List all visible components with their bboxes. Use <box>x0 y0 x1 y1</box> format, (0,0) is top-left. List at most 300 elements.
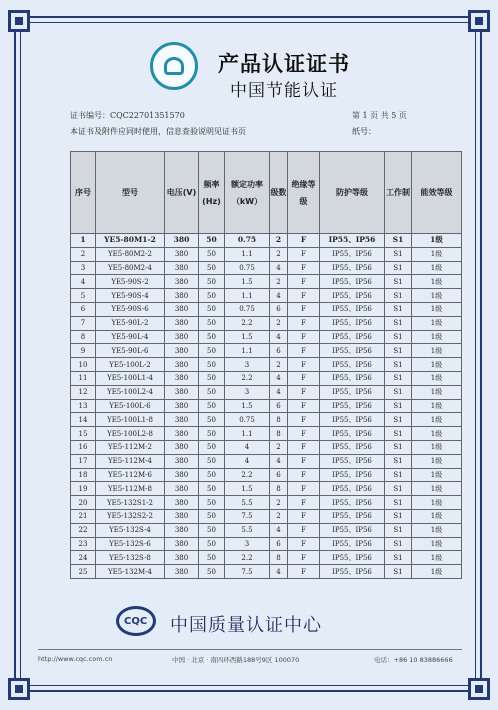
table-cell: 50 <box>199 330 225 344</box>
table-cell: F <box>288 482 320 496</box>
table-cell: YE5-80M2-4 <box>96 261 165 275</box>
table-cell: IP55、IP56 <box>320 316 385 330</box>
table-cell: 380 <box>165 523 199 537</box>
table-cell: 380 <box>165 330 199 344</box>
table-cell: 380 <box>165 413 199 427</box>
table-cell: 50 <box>199 275 225 289</box>
table-cell: S1 <box>385 509 412 523</box>
table-cell: 50 <box>199 261 225 275</box>
product-table <box>70 151 462 579</box>
table-cell: F <box>288 330 320 344</box>
table-cell: 380 <box>165 371 199 385</box>
table-cell: S1 <box>385 385 412 399</box>
header-cell: 工作制 <box>385 152 412 234</box>
table-cell: 50 <box>199 496 225 510</box>
table-cell: 1 <box>71 234 96 248</box>
table-cell: IP55、IP56 <box>320 509 385 523</box>
table-cell: 1.5 <box>225 399 270 413</box>
table-cell: 12 <box>71 385 96 399</box>
table-row <box>71 358 462 372</box>
table-cell: 8 <box>270 427 288 441</box>
table-cell: 8 <box>71 330 96 344</box>
table-row <box>71 454 462 468</box>
table-cell: 2 <box>270 496 288 510</box>
table-cell: 380 <box>165 316 199 330</box>
table-row <box>71 565 462 579</box>
energy-certification-logo-icon <box>150 42 198 90</box>
table-cell: 50 <box>199 302 225 316</box>
table-cell: 2.2 <box>225 468 270 482</box>
table-cell: 380 <box>165 234 199 248</box>
table-cell: 24 <box>71 551 96 565</box>
table-cell: YE5-90L-4 <box>96 330 165 344</box>
table-cell: 6 <box>270 302 288 316</box>
table-cell: F <box>288 344 320 358</box>
table-row <box>71 427 462 441</box>
table-cell: 4 <box>270 385 288 399</box>
table-cell: 380 <box>165 454 199 468</box>
table-cell: YE5-90S-6 <box>96 302 165 316</box>
table-cell: 8 <box>270 413 288 427</box>
table-cell: 50 <box>199 454 225 468</box>
table-cell: 380 <box>165 344 199 358</box>
table-cell: 380 <box>165 440 199 454</box>
table-cell: 1级 <box>412 344 462 358</box>
table-cell: 50 <box>199 482 225 496</box>
table-cell: YE5-100L2-8 <box>96 427 165 441</box>
table-cell: 1级 <box>412 454 462 468</box>
table-cell: YE5-100L1-8 <box>96 413 165 427</box>
table-cell: 2 <box>71 247 96 261</box>
table-cell: 2 <box>270 440 288 454</box>
table-cell: F <box>288 234 320 248</box>
table-row <box>71 344 462 358</box>
footer-phone: 电话：+86 10 83886666 <box>374 656 453 664</box>
table-cell: 1.1 <box>225 427 270 441</box>
table-cell: 2 <box>270 316 288 330</box>
table-cell: F <box>288 468 320 482</box>
table-cell: 1级 <box>412 275 462 289</box>
table-cell: 380 <box>165 289 199 303</box>
table-row <box>71 302 462 316</box>
table-cell: F <box>288 496 320 510</box>
table-cell: 1级 <box>412 413 462 427</box>
table-cell: YE5-100L1-4 <box>96 371 165 385</box>
table-cell: IP55、IP56 <box>320 413 385 427</box>
table-cell: 1级 <box>412 523 462 537</box>
table-cell: 6 <box>270 399 288 413</box>
table-cell: 20 <box>71 496 96 510</box>
table-cell: S1 <box>385 399 412 413</box>
table-cell: 380 <box>165 261 199 275</box>
table-cell: F <box>288 371 320 385</box>
table-cell: 18 <box>71 468 96 482</box>
header-cell: 额定功率（kW） <box>225 152 270 234</box>
table-cell: 50 <box>199 537 225 551</box>
table-row <box>71 261 462 275</box>
table-cell: 50 <box>199 523 225 537</box>
table-cell: YE5-132S-4 <box>96 523 165 537</box>
table-cell: IP55、IP56 <box>320 523 385 537</box>
table-row <box>71 551 462 565</box>
table-cell: IP55、IP56 <box>320 371 385 385</box>
table-cell: 7 <box>71 316 96 330</box>
corner-ornament <box>468 10 490 32</box>
table-cell: 380 <box>165 399 199 413</box>
table-cell: 7.5 <box>225 509 270 523</box>
table-cell: S1 <box>385 289 412 303</box>
table-cell: 1.1 <box>225 344 270 358</box>
table-cell: S1 <box>385 482 412 496</box>
table-cell: F <box>288 385 320 399</box>
table-cell: YE5-132S-8 <box>96 551 165 565</box>
table-row <box>71 316 462 330</box>
table-cell: 5.5 <box>225 496 270 510</box>
cqc-logo-text: CQC <box>124 616 148 627</box>
table-cell: F <box>288 399 320 413</box>
header-cell: 级数 <box>270 152 288 234</box>
table-cell: S1 <box>385 454 412 468</box>
table-cell: 50 <box>199 316 225 330</box>
table-cell: 19 <box>71 482 96 496</box>
table-cell: F <box>288 551 320 565</box>
table-cell: 14 <box>71 413 96 427</box>
table-row <box>71 385 462 399</box>
table-cell: YE5-90S-4 <box>96 289 165 303</box>
table-cell: 50 <box>199 247 225 261</box>
table-cell: 11 <box>71 371 96 385</box>
table-cell: 50 <box>199 440 225 454</box>
table-cell: 1级 <box>412 247 462 261</box>
table-cell: S1 <box>385 551 412 565</box>
table-cell: IP55、IP56 <box>320 399 385 413</box>
table-cell: YE5-132M-4 <box>96 565 165 579</box>
table-cell: 1级 <box>412 468 462 482</box>
table-cell: 2.2 <box>225 316 270 330</box>
table-cell: 4 <box>270 523 288 537</box>
table-cell: 0.75 <box>225 234 270 248</box>
table-cell: 50 <box>199 289 225 303</box>
table-cell: 8 <box>270 551 288 565</box>
table-cell: 4 <box>270 261 288 275</box>
table-cell: 6 <box>270 344 288 358</box>
table-cell: 1级 <box>412 496 462 510</box>
table-cell: F <box>288 537 320 551</box>
table-cell: YE5-100L2-4 <box>96 385 165 399</box>
table-cell: F <box>288 413 320 427</box>
table-cell: S1 <box>385 440 412 454</box>
table-row <box>71 234 462 248</box>
table-cell: 15 <box>71 427 96 441</box>
header-cell: 防护等级 <box>320 152 385 234</box>
table-cell: YE5-132S-6 <box>96 537 165 551</box>
table-cell: IP55、IP56 <box>320 551 385 565</box>
table-cell: IP55、IP56 <box>320 261 385 275</box>
table-cell: 2 <box>270 247 288 261</box>
table-cell: IP55、IP56 <box>320 454 385 468</box>
table-cell: 6 <box>270 468 288 482</box>
table-cell: 1级 <box>412 551 462 565</box>
table-cell: IP55、IP56 <box>320 302 385 316</box>
table-cell: S1 <box>385 371 412 385</box>
table-cell: F <box>288 247 320 261</box>
table-cell: 4 <box>71 275 96 289</box>
table-cell: S1 <box>385 275 412 289</box>
table-cell: 1级 <box>412 427 462 441</box>
header-cell: 能效等级 <box>412 152 462 234</box>
page-subtitle: 中国节能认证 <box>230 81 338 101</box>
table-cell: F <box>288 427 320 441</box>
table-cell: 380 <box>165 537 199 551</box>
table-cell: S1 <box>385 413 412 427</box>
table-cell: S1 <box>385 234 412 248</box>
table-cell: 2 <box>270 234 288 248</box>
table-cell: 2.2 <box>225 371 270 385</box>
table-cell: YE5-90S-2 <box>96 275 165 289</box>
table-cell: S1 <box>385 302 412 316</box>
table-cell: IP55、IP56 <box>320 358 385 372</box>
table-cell: 3 <box>225 537 270 551</box>
table-cell: S1 <box>385 427 412 441</box>
corner-ornament <box>8 10 30 32</box>
table-cell: 17 <box>71 454 96 468</box>
table-cell: 380 <box>165 358 199 372</box>
table-row <box>71 413 462 427</box>
table-cell: 5.5 <box>225 523 270 537</box>
table-cell: S1 <box>385 247 412 261</box>
header-cell: 频率(Hz) <box>199 152 225 234</box>
table-cell: 1级 <box>412 358 462 372</box>
table-cell: F <box>288 440 320 454</box>
table-cell: F <box>288 509 320 523</box>
table-cell: YE5-112M-6 <box>96 468 165 482</box>
table-row <box>71 289 462 303</box>
table-row <box>71 496 462 510</box>
table-cell: 3 <box>225 385 270 399</box>
table-cell: 1.5 <box>225 275 270 289</box>
table-cell: 1级 <box>412 261 462 275</box>
table-cell: YE5-100L-2 <box>96 358 165 372</box>
table-cell: 3 <box>225 358 270 372</box>
table-row <box>71 509 462 523</box>
table-cell: 6 <box>71 302 96 316</box>
table-cell: YE5-100L-6 <box>96 399 165 413</box>
header-cell: 电压(V) <box>165 152 199 234</box>
table-cell: IP55、IP56 <box>320 565 385 579</box>
table-cell: 4 <box>225 454 270 468</box>
table-cell: YE5-112M-8 <box>96 482 165 496</box>
table-cell: 4 <box>270 454 288 468</box>
table-row <box>71 537 462 551</box>
table-cell: IP55、IP56 <box>320 289 385 303</box>
table-cell: 1级 <box>412 482 462 496</box>
table-cell: 23 <box>71 537 96 551</box>
table-cell: 380 <box>165 551 199 565</box>
table-cell: 380 <box>165 385 199 399</box>
table-cell: IP55、IP56 <box>320 330 385 344</box>
footer-address: 中国 · 北京 · 南四环西路188号9区 100070 <box>172 656 300 664</box>
table-cell: 1级 <box>412 316 462 330</box>
table-row <box>71 247 462 261</box>
table-cell: 50 <box>199 427 225 441</box>
table-cell: IP55、IP56 <box>320 537 385 551</box>
table-cell: 50 <box>199 399 225 413</box>
table-cell: YE5-112M-2 <box>96 440 165 454</box>
table-cell: IP55、IP56 <box>320 385 385 399</box>
table-row <box>71 523 462 537</box>
table-cell: 21 <box>71 509 96 523</box>
header-cell: 绝缘等级 <box>288 152 320 234</box>
table-cell: IP55、IP56 <box>320 496 385 510</box>
table-cell: 0.75 <box>225 413 270 427</box>
table-cell: 7.5 <box>225 565 270 579</box>
table-cell: 4 <box>270 289 288 303</box>
table-cell: F <box>288 261 320 275</box>
table-cell: 1级 <box>412 302 462 316</box>
table-cell: YE5-132S1-2 <box>96 496 165 510</box>
table-row <box>71 371 462 385</box>
table-cell: YE5-80M1-2 <box>96 234 165 248</box>
table-cell: 0.75 <box>225 261 270 275</box>
table-cell: F <box>288 358 320 372</box>
table-cell: 50 <box>199 371 225 385</box>
table-row <box>71 468 462 482</box>
table-cell: 9 <box>71 344 96 358</box>
table-cell: IP55、IP56 <box>320 440 385 454</box>
table-row <box>71 482 462 496</box>
table-cell: 380 <box>165 565 199 579</box>
table-cell: 50 <box>199 385 225 399</box>
table-cell: 50 <box>199 344 225 358</box>
table-cell: F <box>288 454 320 468</box>
table-cell: 380 <box>165 509 199 523</box>
organization-name: 中国质量认证中心 <box>170 615 322 636</box>
table-cell: 22 <box>71 523 96 537</box>
table-cell: IP55、IP56 <box>320 427 385 441</box>
table-cell: 4 <box>270 330 288 344</box>
table-row <box>71 440 462 454</box>
table-cell: YE5-112M-4 <box>96 454 165 468</box>
table-cell: F <box>288 289 320 303</box>
table-cell: 50 <box>199 551 225 565</box>
certificate-number: 证书编号：CQC22701351570 <box>70 111 185 120</box>
table-cell: S1 <box>385 523 412 537</box>
table-row <box>71 330 462 344</box>
cqc-logo-icon <box>116 606 156 636</box>
table-cell: IP55、IP56 <box>320 234 385 248</box>
header-cell: 型号 <box>96 152 165 234</box>
table-cell: IP55、IP56 <box>320 482 385 496</box>
table-cell: 2.2 <box>225 551 270 565</box>
table-cell: 50 <box>199 234 225 248</box>
table-cell: 1级 <box>412 565 462 579</box>
table-cell: YE5-132S2-2 <box>96 509 165 523</box>
table-cell: 1级 <box>412 385 462 399</box>
table-cell: 380 <box>165 427 199 441</box>
table-cell: 50 <box>199 565 225 579</box>
table-cell: 380 <box>165 496 199 510</box>
table-cell: 2 <box>270 275 288 289</box>
table-row <box>71 275 462 289</box>
table-cell: 50 <box>199 413 225 427</box>
table-cell: F <box>288 523 320 537</box>
corner-ornament <box>468 678 490 700</box>
table-cell: 1级 <box>412 537 462 551</box>
table-cell: YE5-90L-6 <box>96 344 165 358</box>
table-cell: IP55、IP56 <box>320 247 385 261</box>
table-cell: 1级 <box>412 371 462 385</box>
table-cell: S1 <box>385 358 412 372</box>
table-cell: 380 <box>165 468 199 482</box>
table-cell: YE5-80M2-2 <box>96 247 165 261</box>
table-cell: 4 <box>270 371 288 385</box>
table-cell: S1 <box>385 496 412 510</box>
table-cell: 4 <box>270 565 288 579</box>
table-cell: IP55、IP56 <box>320 468 385 482</box>
table-cell: S1 <box>385 344 412 358</box>
table-cell: 50 <box>199 509 225 523</box>
table-cell: 13 <box>71 399 96 413</box>
table-cell: F <box>288 275 320 289</box>
table-cell: F <box>288 565 320 579</box>
table-cell: 1.1 <box>225 247 270 261</box>
table-cell: 1级 <box>412 234 462 248</box>
table-cell: 2 <box>270 358 288 372</box>
table-cell: 5 <box>71 289 96 303</box>
table-cell: 8 <box>270 482 288 496</box>
table-cell: 3 <box>71 261 96 275</box>
table-cell: S1 <box>385 468 412 482</box>
table-cell: 1级 <box>412 509 462 523</box>
table-cell: S1 <box>385 565 412 579</box>
table-cell: 1级 <box>412 440 462 454</box>
corner-ornament <box>8 678 30 700</box>
table-cell: 25 <box>71 565 96 579</box>
table-cell: 1级 <box>412 399 462 413</box>
page-title: 产品认证证书 <box>218 52 350 76</box>
page-indicator: 第 1 页 共 5 页 <box>352 111 407 120</box>
table-cell: S1 <box>385 316 412 330</box>
table-cell: 380 <box>165 482 199 496</box>
table-cell: F <box>288 316 320 330</box>
table-cell: 50 <box>199 468 225 482</box>
table-cell: IP55、IP56 <box>320 275 385 289</box>
table-cell: 380 <box>165 302 199 316</box>
table-cell: 16 <box>71 440 96 454</box>
table-cell: 1级 <box>412 330 462 344</box>
paper-number-label: 纸号： <box>352 127 376 136</box>
table-cell: S1 <box>385 537 412 551</box>
table-cell: 380 <box>165 275 199 289</box>
table-cell: 1.1 <box>225 289 270 303</box>
table-cell: 1级 <box>412 289 462 303</box>
header-cell: 序号 <box>71 152 96 234</box>
table-cell: 0.75 <box>225 302 270 316</box>
footer-url[interactable]: http://www.cqc.com.cn <box>38 655 113 663</box>
usage-note: 本证书及附件应同时使用，信息查验说明见证书页 <box>70 127 246 136</box>
table-cell: IP55、IP56 <box>320 344 385 358</box>
table-cell: 50 <box>199 358 225 372</box>
table-cell: 4 <box>225 440 270 454</box>
table-cell: 380 <box>165 247 199 261</box>
table-header-row <box>71 152 462 234</box>
table-cell: 6 <box>270 537 288 551</box>
footer-divider <box>38 649 462 650</box>
table-row <box>71 399 462 413</box>
table-cell: 1.5 <box>225 330 270 344</box>
table-cell: YE5-90L-2 <box>96 316 165 330</box>
table-cell: S1 <box>385 261 412 275</box>
